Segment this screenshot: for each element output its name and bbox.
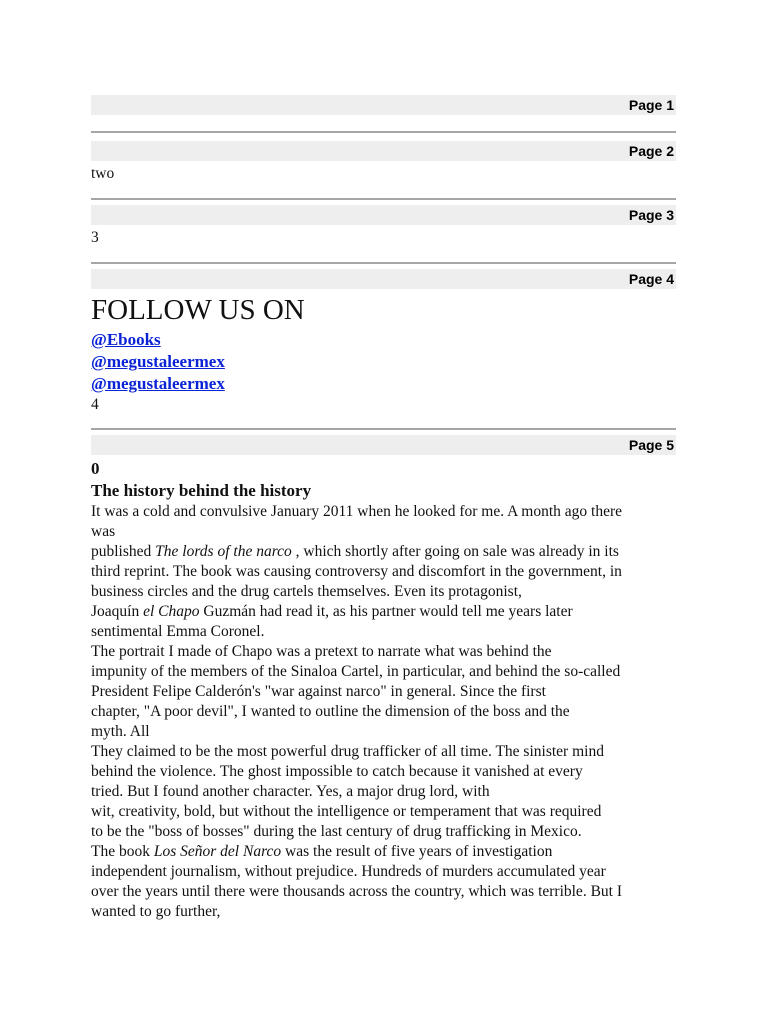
text-span: wanted to go further, bbox=[91, 903, 221, 920]
text-span: third reprint. The book was causing controversy and discomfort in the government, in bbox=[91, 563, 622, 580]
chapter-line bbox=[91, 682, 676, 702]
page-header-3: Page 3 bbox=[91, 205, 676, 225]
text-span: independent journalism, without prejudice. Hundreds of murders accumulated year bbox=[91, 863, 606, 880]
text-span: business circles and the drug cartels themselves. Even its protagonist, bbox=[91, 583, 522, 600]
chapter-line bbox=[91, 602, 676, 622]
page-header-2: Page 2 bbox=[91, 141, 676, 161]
text-span: Joaquín bbox=[91, 603, 144, 620]
follow-us-heading: FOLLOW US ON bbox=[91, 294, 305, 326]
social-link-ebooks[interactable]: @Ebooks bbox=[91, 330, 161, 349]
chapter-line bbox=[91, 802, 676, 822]
chapter-line bbox=[91, 782, 676, 802]
page-4-number: 4 bbox=[91, 396, 99, 413]
text-span: behind the violence. The ghost impossible to catch because it vanished at every bbox=[91, 763, 583, 780]
text-span: It was a cold and convulsive January 2011 when he looked for me. A month ago there bbox=[91, 503, 623, 520]
text-span: published bbox=[91, 543, 156, 560]
chapter-line bbox=[91, 542, 676, 562]
chapter-line bbox=[91, 582, 676, 602]
chapter-line bbox=[91, 762, 676, 782]
text-span: impunity of the members of the Sinaloa Cartel, in particular, and behind the so-called bbox=[91, 663, 621, 680]
text-span: tried. But I found another character. Yes, a major drug lord, with bbox=[91, 783, 490, 800]
italic-title: Los Señor del Narco bbox=[153, 843, 282, 860]
chapter-line bbox=[91, 902, 676, 922]
text-span: myth. All bbox=[91, 723, 150, 740]
chapter-body bbox=[91, 502, 676, 922]
chapter-line bbox=[91, 882, 676, 902]
social-link-megustaleermex-2[interactable]: @megustaleermex bbox=[91, 374, 225, 393]
text-span: was the result of five years of investigation bbox=[281, 843, 553, 860]
page-header-1: Page 1 bbox=[91, 95, 676, 115]
chapter-number: 0 bbox=[91, 459, 100, 478]
document-viewer bbox=[91, 95, 676, 922]
page-header-5: Page 5 bbox=[91, 435, 676, 455]
text-span: They claimed to be the most powerful drug trafficker of all time. The sinister mind bbox=[91, 743, 604, 760]
italic-title: el Chapo bbox=[143, 603, 200, 620]
chapter-line bbox=[91, 642, 676, 662]
chapter-line bbox=[91, 742, 676, 762]
text-span: The portrait I made of Chapo was a pretext to narrate what was behind the bbox=[91, 643, 552, 660]
chapter-line bbox=[91, 722, 676, 742]
page-header-4: Page 4 bbox=[91, 269, 676, 289]
social-link-megustaleermex[interactable]: @megustaleermex bbox=[91, 352, 225, 371]
text-span: Guzmán had read it, as his partner would tell me years later bbox=[199, 603, 573, 620]
chapter-line bbox=[91, 822, 676, 842]
chapter-line bbox=[91, 702, 676, 722]
text-span: sentimental Emma Coronel. bbox=[91, 623, 265, 640]
chapter-line bbox=[91, 862, 676, 882]
chapter-title: The history behind the history bbox=[91, 481, 312, 500]
chapter-line bbox=[91, 522, 676, 542]
page-2-text: two bbox=[91, 165, 115, 182]
page-3-text: 3 bbox=[91, 229, 99, 246]
text-span: The book bbox=[91, 843, 154, 860]
chapter-line bbox=[91, 842, 676, 862]
chapter-line bbox=[91, 502, 676, 522]
text-span: wit, creativity, bold, but without the intelligence or temperament that was required bbox=[91, 803, 602, 820]
text-span: was bbox=[91, 523, 116, 540]
text-span: , which shortly after going on sale was already in its bbox=[291, 543, 619, 560]
text-span: chapter, "A poor devil", I wanted to outline the dimension of the boss and the bbox=[91, 703, 570, 720]
text-span: over the years until there were thousands across the country, which was terrible. But I bbox=[91, 883, 622, 900]
italic-title: The lords of the narco bbox=[155, 543, 292, 560]
text-span: President Felipe Calderón's "war against narco" in general. Since the first bbox=[91, 683, 546, 700]
chapter-line bbox=[91, 562, 676, 582]
text-span: to be the "boss of bosses" during the last century of drug trafficking in Mexico. bbox=[91, 823, 582, 840]
chapter-line bbox=[91, 662, 676, 682]
chapter-line bbox=[91, 622, 676, 642]
